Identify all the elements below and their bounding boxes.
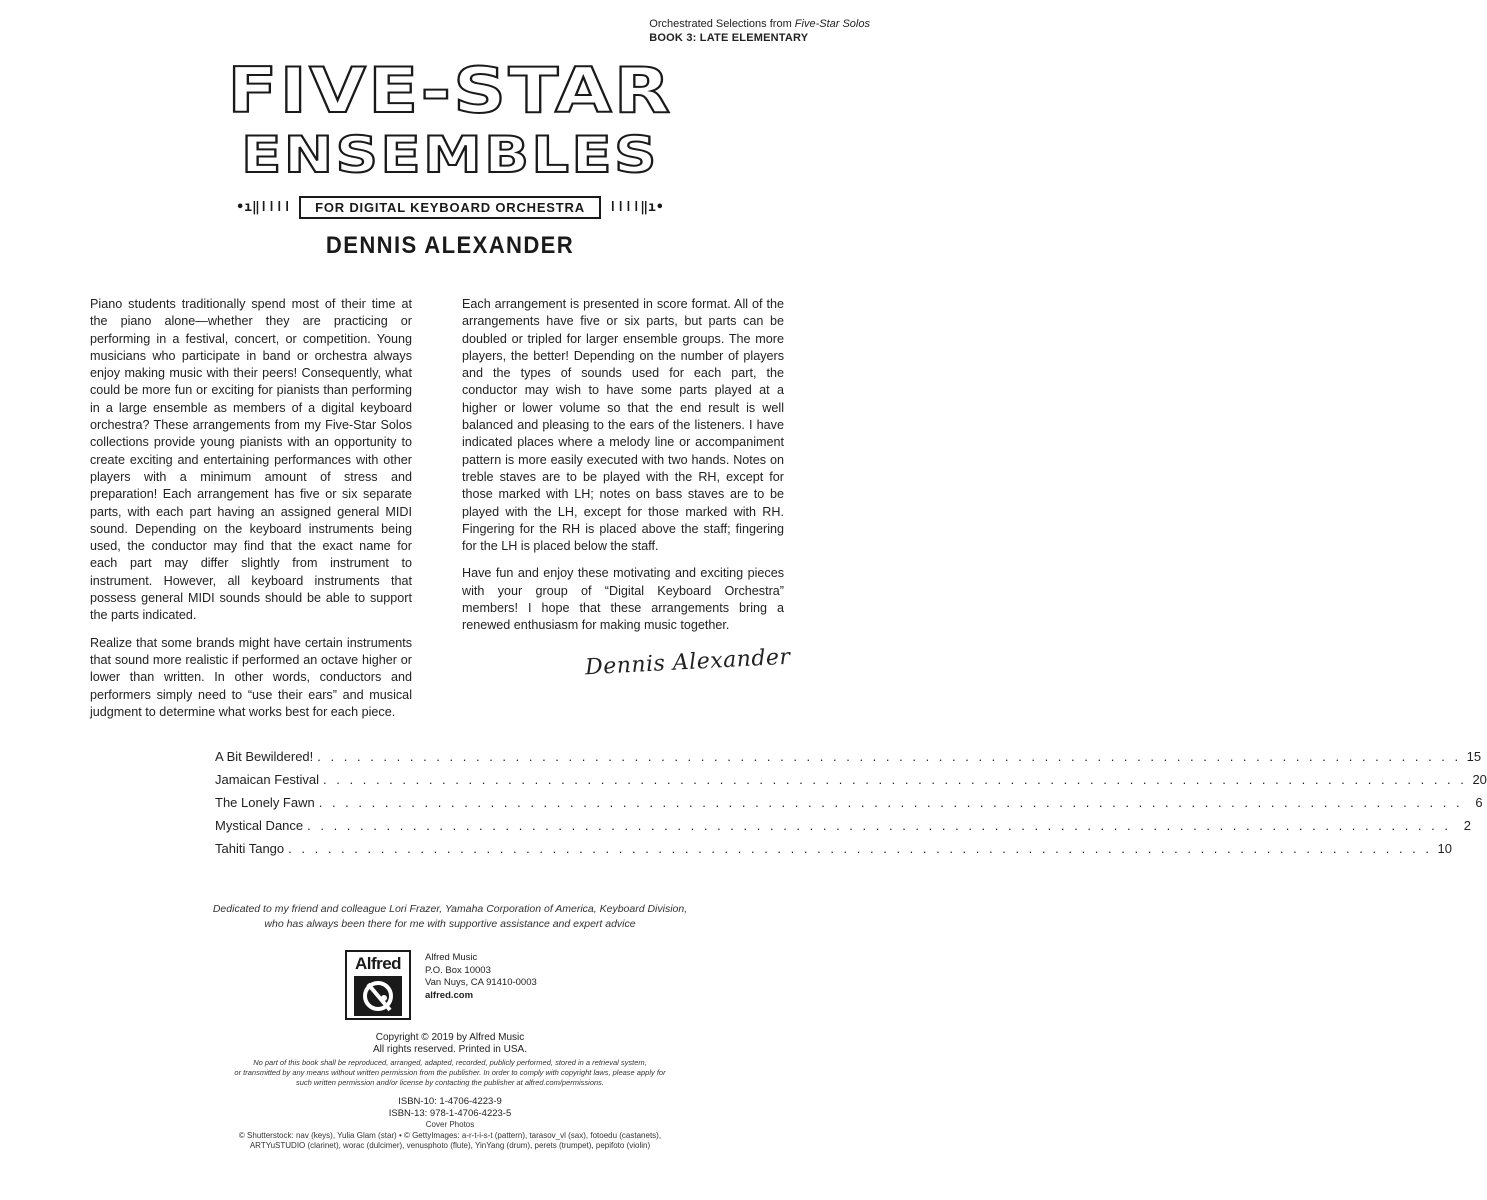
- dedication: [0, 902, 900, 932]
- clef-emblem-icon: [354, 976, 402, 1016]
- legal-line: or transmitted by any means without written permission from the publisher. In order to comply with copyright laws, please apply for: [234, 1068, 666, 1077]
- decorative-bars-right: ǀǀǀǀ‖ı•: [608, 200, 664, 215]
- series-prefix: Orchestrated Selections from: [649, 18, 795, 30]
- toc-title: Mystical Dance: [215, 818, 304, 833]
- legal-line: such written permission and/or license by contacting the publisher at alfred.com/permissions.: [295, 1078, 605, 1087]
- toc-entry: [215, 749, 1482, 772]
- toc-entry: [215, 772, 1487, 795]
- toc-page: 2: [1463, 818, 1471, 833]
- toc-page: 10: [1437, 841, 1453, 856]
- isbn-10: ISBN-10: 1-4706-4223-9: [398, 1096, 502, 1107]
- copyright-line: All rights reserved. Printed in USA.: [373, 1044, 527, 1055]
- toc-leader: . . . . . . . . . . . . . . . . . . . . . . . . . . . . . . . . . . . . . . . . . . . . . . . . . . . . . . . . . . . . . . . . . . . . . . . . . . . . . . . . . . . . . . .: [288, 841, 1433, 856]
- intro-paragraph: Have fun and enjoy these motivating and exciting pieces with your group of “Digital Keyboard Orchestra” members! I hope that these arrangements bring a renewed enthusiasm for making music together.: [462, 566, 784, 633]
- toc-page: 20: [1472, 772, 1487, 787]
- toc-page: 6: [1475, 795, 1483, 810]
- toc-title: Tahiti Tango: [215, 841, 285, 856]
- intro-paragraph: Piano students traditionally spend most of their time at the piano alone—whether they are practicing or performing in a festival, concert, or competition. Young musicians who participate in band or orchestra always enjoy making music with their peers! Consequently, what could be more fun or exciting for pianists than performing in a large ensemble as members of a digital keyboard orchestra? These arrangements from my Five-Star Solos collections provide young pianists with an opportunity to create exciting and entertaining performances with other players with a minimum amount of stress and preparation! Each arrangement has five or six separate parts, with each part having an assigned general MIDI sound. Depending on the keyboard instruments being used, the conductor may find that the exact name for each part may differ slightly from instrument to instrument. However, all keyboard instruments that possess general MIDI sounds should be able to support the parts indicated.: [90, 297, 412, 623]
- author-name: DENNIS ALEXANDER: [325, 232, 575, 259]
- toc-title: The Lonely Fawn: [215, 795, 315, 810]
- toc-leader: . . . . . . . . . . . . . . . . . . . . . . . . . . . . . . . . . . . . . . . . . . . . . . . . . . . . . . . . . . . . . . . . . . . . . . . . . . . . . . . . . . . . . . .: [318, 795, 1463, 810]
- intro-right-column: [462, 296, 784, 645]
- toc-title: A Bit Bewildered!: [215, 749, 314, 764]
- intro-paragraph: Each arrangement is presented in score format. All of the arrangements have five or six parts, but parts can be doubled or tripled for larger ensemble groups. The more players, the better! Depending on the number of players and the types of sounds used for each part, the conductor may wish to have some parts played at a higher or lower volume so that the end result is well balanced and pleasing to the ears of the listeners. I have indicated places where a melody line or accompaniment pattern is more easily executed with two hands. Notes on treble staves are to be played with the RH, except for those marked with LH; notes on bass staves are to be played with the LH, except for those marked with RH. Fingering for the RH is placed above the staff; fingering for the LH is placed below the staff.: [462, 297, 784, 554]
- intro-left-column: [90, 296, 412, 731]
- photo-credits: [0, 1120, 900, 1152]
- legal-notice: [0, 1058, 900, 1088]
- intro-paragraph: Realize that some brands might have certain instruments that sound more realistic if performed an octave higher or lower than written. In other words, conductors and performers simply need to “use their ears” and musical judgment to determine what works best for each piece.: [90, 635, 412, 719]
- publisher-name: Alfred Music: [425, 952, 478, 963]
- subtitle: FOR DIGITAL KEYBOARD ORCHESTRA: [299, 196, 601, 219]
- credits-line: © Shutterstock: nav (keys), Yulia Glam (star) • © GettyImages: a-r-t-i-s-t (pattern), tarasov_vl (sax), fotoedu (castanets),: [238, 1130, 662, 1140]
- publisher-city: Van Nuys, CA 91410-0003: [425, 977, 537, 988]
- book-level: BOOK 3: LATE ELEMENTARY: [649, 32, 809, 44]
- credits-line: ARTYuSTUDIO (clarinet), worac (dulcimer), venusphoto (flute), YinYang (drum), perets (trumpet), pepifoto (violin): [249, 1141, 651, 1150]
- toc-leader: . . . . . . . . . . . . . . . . . . . . . . . . . . . . . . . . . . . . . . . . . . . . . . . . . . . . . . . . . . . . . . . . . . . . . . . . . . . . . . . . . . . . . . .: [317, 749, 1462, 764]
- series-line: [649, 17, 870, 31]
- publisher-address: [425, 952, 537, 1002]
- series-name: Five-Star Solos: [794, 18, 870, 30]
- title-line-2: ENSEMBLES: [241, 126, 659, 184]
- toc-leader: . . . . . . . . . . . . . . . . . . . . . . . . . . . . . . . . . . . . . . . . . . . . . . . . . . . . . . . . . . . . . . . . . . . . . . . . . . . . . . . . . . . . . . .: [323, 772, 1467, 787]
- publisher-po-box: P.O. Box 10003: [425, 964, 491, 976]
- author-signature: Dennis Alexander: [584, 644, 792, 681]
- copyright-notice: [0, 1032, 900, 1056]
- toc-leader: . . . . . . . . . . . . . . . . . . . . . . . . . . . . . . . . . . . . . . . . . . . . . . . . . . . . . . . . . . . . . . . . . . . . . . . . . . . . . . . . . . . . . . .: [307, 818, 1451, 833]
- copyright-line: Copyright © 2019 by Alfred Music: [375, 1032, 525, 1043]
- table-of-contents: [215, 749, 1487, 864]
- isbn-block: [0, 1096, 900, 1119]
- isbn-13: ISBN-13: 978-1-4706-4223-5: [388, 1107, 512, 1119]
- credits-heading: Cover Photos: [425, 1120, 475, 1129]
- title-line-1: FIVE-STAR: [227, 54, 673, 127]
- toc-entry: [215, 818, 1471, 841]
- dedication-line: Dedicated to my friend and colleague Lori Frazer, Yamaha Corporation of America, Keyboard Division,: [212, 903, 688, 915]
- dedication-line: who has always been there for me with supportive assistance and expert advice: [264, 918, 636, 930]
- toc-entry: [215, 841, 1453, 864]
- alfred-logo: [345, 950, 411, 1020]
- toc-page: 15: [1466, 749, 1482, 764]
- toc-entry: [215, 795, 1483, 818]
- logo-text: Alfred: [354, 954, 402, 973]
- subtitle-row: [0, 196, 900, 219]
- series-info: [649, 17, 870, 45]
- toc-title: Jamaican Festival: [215, 772, 320, 787]
- decorative-bars-left: •ı‖ǀǀǀǀ: [236, 200, 292, 215]
- legal-line: No part of this book shall be reproduced, arranged, adapted, recorded, publicly performed, stored in a retrieval system,: [253, 1058, 647, 1067]
- publisher-url: alfred.com: [425, 989, 474, 1001]
